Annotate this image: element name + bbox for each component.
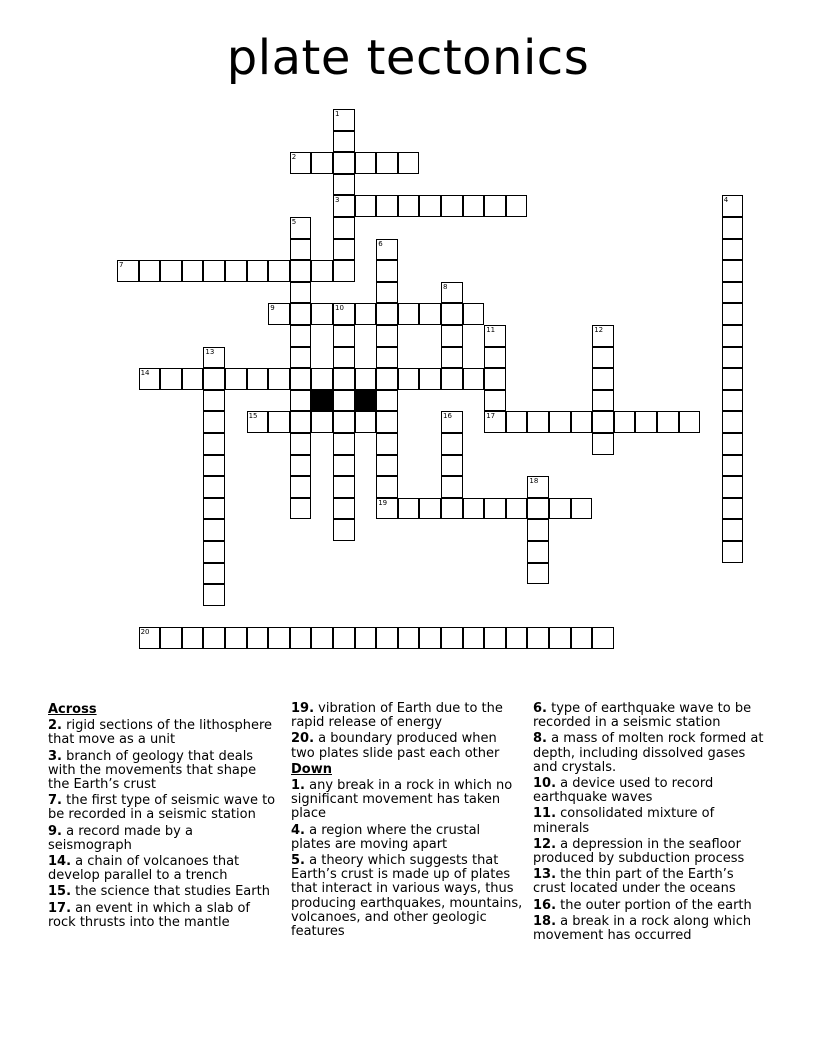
- grid-cell[interactable]: [441, 368, 463, 390]
- grid-cell[interactable]: [592, 433, 614, 455]
- grid-cell[interactable]: [441, 498, 463, 520]
- clue-item: [291, 779, 523, 822]
- clue-item: [48, 855, 280, 883]
- clue-item-number: 13.: [533, 867, 557, 883]
- grid-cell[interactable]: [722, 239, 744, 261]
- clue-item: [533, 777, 768, 805]
- grid-cell[interactable]: [441, 303, 463, 325]
- clue-item-number: 15.: [48, 884, 72, 900]
- grid-cell[interactable]: [722, 282, 744, 304]
- grid-cell[interactable]: [527, 519, 549, 541]
- grid-cell[interactable]: [506, 498, 528, 520]
- grid-cell[interactable]: [268, 627, 290, 649]
- grid-cell[interactable]: [398, 627, 420, 649]
- grid-cell[interactable]: [333, 152, 355, 174]
- grid-cell[interactable]: [376, 282, 398, 304]
- grid-cell[interactable]: [160, 260, 182, 282]
- grid-cell[interactable]: [376, 152, 398, 174]
- grid-cell[interactable]: [376, 325, 398, 347]
- grid-cell[interactable]: [290, 347, 312, 369]
- grid-cell[interactable]: [722, 519, 744, 541]
- grid-cell[interactable]: [333, 109, 355, 131]
- clue-item: [48, 750, 280, 793]
- grid-cell[interactable]: [506, 411, 528, 433]
- grid-cell[interactable]: [333, 476, 355, 498]
- grid-cell[interactable]: [333, 217, 355, 239]
- grid-cell[interactable]: [203, 368, 225, 390]
- grid-cell[interactable]: [484, 627, 506, 649]
- grid-cell[interactable]: [290, 239, 312, 261]
- grid-cell[interactable]: [139, 368, 161, 390]
- grid-cell[interactable]: [635, 411, 657, 433]
- grid-cell[interactable]: [571, 498, 593, 520]
- clue-item-text: a region where the crustal plates are moving apart: [291, 822, 481, 852]
- grid-cell[interactable]: [376, 303, 398, 325]
- grid-cell[interactable]: [722, 195, 744, 217]
- grid-cell[interactable]: [290, 260, 312, 282]
- grid-cell[interactable]: [333, 368, 355, 390]
- clue-item: [48, 885, 280, 899]
- clue-item-text: a depression in the seafloor produced by subduction process: [533, 836, 745, 867]
- clue-item: [533, 807, 768, 835]
- grid-cell[interactable]: [160, 627, 182, 649]
- grid-cell[interactable]: [614, 411, 636, 433]
- grid-cell[interactable]: [182, 368, 204, 390]
- grid-cell[interactable]: [376, 195, 398, 217]
- clue-item-text: the science that studies Earth: [71, 884, 270, 900]
- grid-cell[interactable]: [376, 498, 398, 520]
- clue-item-number: 1.: [291, 778, 305, 794]
- clue-number: 18: [529, 477, 539, 486]
- grid-cell[interactable]: [592, 347, 614, 369]
- grid-cell[interactable]: [268, 260, 290, 282]
- clue-item: [533, 868, 768, 896]
- clue-item: [48, 719, 280, 747]
- clue-item: [48, 794, 280, 822]
- grid-cell[interactable]: [355, 411, 377, 433]
- clue-number: 4: [723, 196, 729, 205]
- grid-cell[interactable]: [139, 260, 161, 282]
- grid-cell[interactable]: [722, 476, 744, 498]
- grid-cell[interactable]: [592, 368, 614, 390]
- clue-item-number: 10.: [533, 776, 557, 792]
- grid-cell[interactable]: [549, 498, 571, 520]
- grid-cell[interactable]: [290, 325, 312, 347]
- clue-number: 6: [378, 239, 383, 248]
- grid-cell[interactable]: [592, 627, 614, 649]
- clue-item-text: type of earthquake wave to be recorded in a seismic station: [533, 701, 752, 731]
- grid-cell[interactable]: [376, 260, 398, 282]
- clue-item-text: consolidated mixture of minerals: [533, 806, 715, 836]
- clue-item-text: a theory which suggests that Earth’s crust is made up of plates that interact in various ways, thus producing earthquakes, mountains, volcanoes, and other geologic features: [291, 853, 523, 940]
- clue-item-text: an event in which a slab of rock thrusts into the mantle: [48, 900, 251, 930]
- grid-cell[interactable]: [355, 303, 377, 325]
- grid-cell[interactable]: [441, 411, 463, 433]
- clue-item-text: a device used to record earthquake waves: [533, 776, 714, 806]
- clue-item-text: any break in a rock in which no significant movement has taken place: [291, 778, 513, 822]
- clue-item: [291, 732, 523, 760]
- grid-cell[interactable]: [722, 411, 744, 433]
- grid-cell[interactable]: [290, 282, 312, 304]
- clue-item: [291, 702, 523, 730]
- clue-number: 14: [140, 369, 150, 378]
- grid-cell[interactable]: [398, 498, 420, 520]
- clue-item: [533, 702, 768, 730]
- clue-item-number: 14.: [48, 854, 72, 870]
- grid-cell[interactable]: [484, 368, 506, 390]
- grid-cell[interactable]: [722, 541, 744, 563]
- grid-cell[interactable]: [376, 627, 398, 649]
- grid-cell[interactable]: [441, 347, 463, 369]
- grid-cell[interactable]: [333, 303, 355, 325]
- clue-column-1: [48, 702, 280, 932]
- grid-cell[interactable]: [333, 325, 355, 347]
- grid-cell[interactable]: [203, 347, 225, 369]
- grid-cell[interactable]: [268, 411, 290, 433]
- clue-item-number: 7.: [48, 793, 62, 809]
- grid-cell[interactable]: [311, 152, 333, 174]
- clue-item-number: 11.: [533, 806, 557, 822]
- clue-item: [533, 899, 768, 913]
- clue-number: 15: [248, 412, 258, 421]
- grid-cell[interactable]: [203, 390, 225, 412]
- grid-cell[interactable]: [290, 476, 312, 498]
- grid-cell[interactable]: [441, 282, 463, 304]
- grid-cell[interactable]: [463, 303, 485, 325]
- grid-cell[interactable]: [247, 368, 269, 390]
- grid-cell[interactable]: [203, 584, 225, 606]
- clue-item-number: 20.: [291, 731, 315, 747]
- clue-number: 19: [378, 498, 388, 507]
- grid-cell[interactable]: [484, 498, 506, 520]
- grid-cell[interactable]: [527, 563, 549, 585]
- grid-cell[interactable]: [203, 433, 225, 455]
- clue-item-text: a record made by a seismograph: [48, 823, 193, 853]
- grid-cell[interactable]: [722, 217, 744, 239]
- grid-cell[interactable]: [247, 627, 269, 649]
- grid-cell[interactable]: [203, 541, 225, 563]
- grid-cell[interactable]: [311, 627, 333, 649]
- grid-cell[interactable]: [355, 627, 377, 649]
- grid-cell[interactable]: [722, 347, 744, 369]
- grid-cell[interactable]: [722, 303, 744, 325]
- grid-cell[interactable]: [441, 325, 463, 347]
- grid-cell[interactable]: [722, 260, 744, 282]
- grid-cell[interactable]: [592, 390, 614, 412]
- grid-cell[interactable]: [484, 325, 506, 347]
- clue-number: 20: [140, 628, 150, 637]
- grid-cell[interactable]: [441, 195, 463, 217]
- grid-block-cell: [355, 390, 377, 412]
- grid-cell[interactable]: [290, 627, 312, 649]
- grid-block-cell: [311, 390, 333, 412]
- grid-cell[interactable]: [355, 152, 377, 174]
- grid-cell[interactable]: [376, 476, 398, 498]
- grid-cell[interactable]: [484, 347, 506, 369]
- grid-cell[interactable]: [527, 498, 549, 520]
- grid-cell[interactable]: [527, 476, 549, 498]
- grid-cell[interactable]: [355, 368, 377, 390]
- grid-cell[interactable]: [419, 303, 441, 325]
- grid-cell[interactable]: [376, 347, 398, 369]
- clue-item: [533, 838, 768, 866]
- clue-column-2: [291, 702, 523, 941]
- grid-cell[interactable]: [333, 239, 355, 261]
- grid-cell[interactable]: [203, 260, 225, 282]
- grid-cell[interactable]: [419, 627, 441, 649]
- grid-cell[interactable]: [441, 627, 463, 649]
- clue-item-text: the thin part of the Earth’s crust located under the oceans: [533, 867, 736, 897]
- grid-cell[interactable]: [311, 260, 333, 282]
- clue-section-header: Across: [48, 702, 97, 717]
- grid-cell[interactable]: [203, 411, 225, 433]
- grid-cell[interactable]: [722, 433, 744, 455]
- grid-cell[interactable]: [527, 541, 549, 563]
- grid-cell[interactable]: [484, 195, 506, 217]
- grid-cell[interactable]: [376, 368, 398, 390]
- clue-item-number: 6.: [533, 701, 547, 716]
- grid-cell[interactable]: [333, 131, 355, 153]
- grid-cell[interactable]: [268, 303, 290, 325]
- clue-number: 5: [291, 218, 297, 226]
- grid-cell[interactable]: [657, 411, 679, 433]
- grid-cell[interactable]: [376, 455, 398, 477]
- grid-cell[interactable]: [290, 303, 312, 325]
- grid-cell[interactable]: [592, 325, 614, 347]
- clue-item-number: 19.: [291, 701, 315, 716]
- clue-item-number: 16.: [533, 897, 557, 913]
- grid-cell[interactable]: [333, 174, 355, 196]
- grid-cell[interactable]: [290, 390, 312, 412]
- grid-cell[interactable]: [506, 627, 528, 649]
- clue-number: 11: [486, 326, 496, 334]
- clue-number: 7: [119, 261, 124, 270]
- clue-item-number: 12.: [533, 836, 557, 852]
- grid-cell[interactable]: [290, 217, 312, 239]
- grid-cell[interactable]: [398, 368, 420, 390]
- clue-item-text: rigid sections of the lithosphere that move as a unit: [48, 718, 273, 748]
- grid-cell[interactable]: [463, 195, 485, 217]
- grid-cell[interactable]: [203, 455, 225, 477]
- grid-cell[interactable]: [268, 368, 290, 390]
- grid-cell[interactable]: [376, 239, 398, 261]
- grid-cell[interactable]: [182, 627, 204, 649]
- grid-cell[interactable]: [549, 411, 571, 433]
- clue-item: [533, 915, 768, 943]
- clue-section-header: Down: [291, 761, 332, 777]
- clue-item-number: 5.: [291, 853, 305, 869]
- grid-cell[interactable]: [333, 347, 355, 369]
- grid-cell[interactable]: [333, 455, 355, 477]
- grid-cell[interactable]: [592, 411, 614, 433]
- grid-cell[interactable]: [679, 411, 701, 433]
- clue-number: 13: [205, 347, 215, 356]
- grid-cell[interactable]: [311, 368, 333, 390]
- grid-cell[interactable]: [139, 627, 161, 649]
- clue-item-number: 4.: [291, 822, 305, 838]
- clue-item: [48, 902, 280, 930]
- grid-cell[interactable]: [333, 411, 355, 433]
- grid-cell[interactable]: [333, 260, 355, 282]
- clue-item: [48, 825, 280, 853]
- grid-cell[interactable]: [571, 627, 593, 649]
- grid-cell[interactable]: [333, 498, 355, 520]
- grid-cell[interactable]: [182, 260, 204, 282]
- grid-cell[interactable]: [398, 152, 420, 174]
- grid-cell[interactable]: [722, 498, 744, 520]
- grid-cell[interactable]: [333, 433, 355, 455]
- grid-cell[interactable]: [117, 260, 139, 282]
- clue-item-text: a break in a rock along which movement has occurred: [533, 913, 752, 944]
- grid-cell[interactable]: [463, 368, 485, 390]
- grid-cell[interactable]: [419, 498, 441, 520]
- grid-cell[interactable]: [463, 498, 485, 520]
- grid-cell[interactable]: [290, 455, 312, 477]
- grid-cell[interactable]: [419, 368, 441, 390]
- grid-cell[interactable]: [398, 195, 420, 217]
- grid-cell[interactable]: [290, 433, 312, 455]
- grid-cell[interactable]: [527, 411, 549, 433]
- clue-column-3: [533, 702, 768, 945]
- clue-item-number: 18.: [533, 913, 557, 929]
- grid-cell[interactable]: [527, 627, 549, 649]
- grid-cell[interactable]: [722, 455, 744, 477]
- clue-item-text: a mass of molten rock formed at depth, including dissolved gases and crystals.: [533, 731, 764, 775]
- grid-cell[interactable]: [441, 476, 463, 498]
- grid-cell[interactable]: [290, 498, 312, 520]
- clue-item: [291, 824, 523, 852]
- clue-item-number: 17.: [48, 900, 72, 916]
- clue-item-text: a chain of volcanoes that develop parallel to a trench: [48, 854, 240, 884]
- grid-cell[interactable]: [722, 368, 744, 390]
- grid-cell[interactable]: [160, 368, 182, 390]
- grid-cell[interactable]: [376, 411, 398, 433]
- grid-cell[interactable]: [463, 627, 485, 649]
- grid-cell[interactable]: [333, 519, 355, 541]
- grid-cell[interactable]: [376, 433, 398, 455]
- clue-number: 12: [594, 326, 604, 334]
- grid-cell[interactable]: [203, 563, 225, 585]
- clue-item-text: a boundary produced when two plates slide past each other: [291, 731, 500, 761]
- clue-item-text: vibration of Earth due to the rapid release of energy: [291, 701, 503, 731]
- grid-cell[interactable]: [549, 627, 571, 649]
- grid-cell[interactable]: [225, 368, 247, 390]
- grid-cell[interactable]: [376, 390, 398, 412]
- grid-cell[interactable]: [247, 411, 269, 433]
- grid-cell[interactable]: [290, 368, 312, 390]
- clue-item-number: 8.: [533, 731, 547, 747]
- grid-cell[interactable]: [225, 260, 247, 282]
- clue-item-text: branch of geology that deals with the movements that shape the Earth’s crust: [48, 748, 257, 793]
- clue-item-text: the outer portion of the earth: [556, 897, 752, 913]
- clue-number: 10: [335, 304, 344, 313]
- grid-cell[interactable]: [484, 390, 506, 412]
- clue-item-number: 3.: [48, 748, 62, 764]
- grid-cell[interactable]: [290, 411, 312, 433]
- clue-item: [291, 854, 523, 939]
- grid-cell[interactable]: [484, 411, 506, 433]
- clue-number: 16: [443, 412, 452, 421]
- grid-cell[interactable]: [398, 303, 420, 325]
- grid-cell[interactable]: [333, 390, 355, 412]
- grid-cell[interactable]: [722, 390, 744, 412]
- grid-cell[interactable]: [225, 627, 247, 649]
- grid-cell[interactable]: [333, 627, 355, 649]
- grid-cell[interactable]: [290, 152, 312, 174]
- clue-number: 9: [270, 304, 275, 313]
- grid-cell[interactable]: [333, 195, 355, 217]
- grid-cell[interactable]: [203, 476, 225, 498]
- grid-cell[interactable]: [506, 195, 528, 217]
- clue-item-number: 9.: [48, 823, 62, 839]
- grid-cell[interactable]: [203, 519, 225, 541]
- page-title: plate tectonics: [226, 30, 590, 86]
- grid-cell[interactable]: [722, 325, 744, 347]
- grid-cell[interactable]: [419, 195, 441, 217]
- clue-item-text: the first type of seismic wave to be recorded in a seismic station: [48, 793, 276, 823]
- clue-item-number: 2.: [48, 718, 62, 734]
- grid-cell[interactable]: [311, 303, 333, 325]
- clue-number: 8: [443, 282, 448, 291]
- clue-number: 1: [335, 110, 340, 118]
- clue-number: 2: [291, 153, 297, 162]
- grid-cell[interactable]: [571, 411, 593, 433]
- grid-cell[interactable]: [311, 411, 333, 433]
- grid-cell[interactable]: [441, 455, 463, 477]
- clue-number: 3: [335, 196, 340, 205]
- grid-cell[interactable]: [203, 498, 225, 520]
- clue-item: [533, 732, 768, 775]
- grid-cell[interactable]: [203, 627, 225, 649]
- grid-cell[interactable]: [441, 433, 463, 455]
- grid-cell[interactable]: [247, 260, 269, 282]
- clue-number: 17: [486, 412, 496, 421]
- grid-cell[interactable]: [355, 195, 377, 217]
